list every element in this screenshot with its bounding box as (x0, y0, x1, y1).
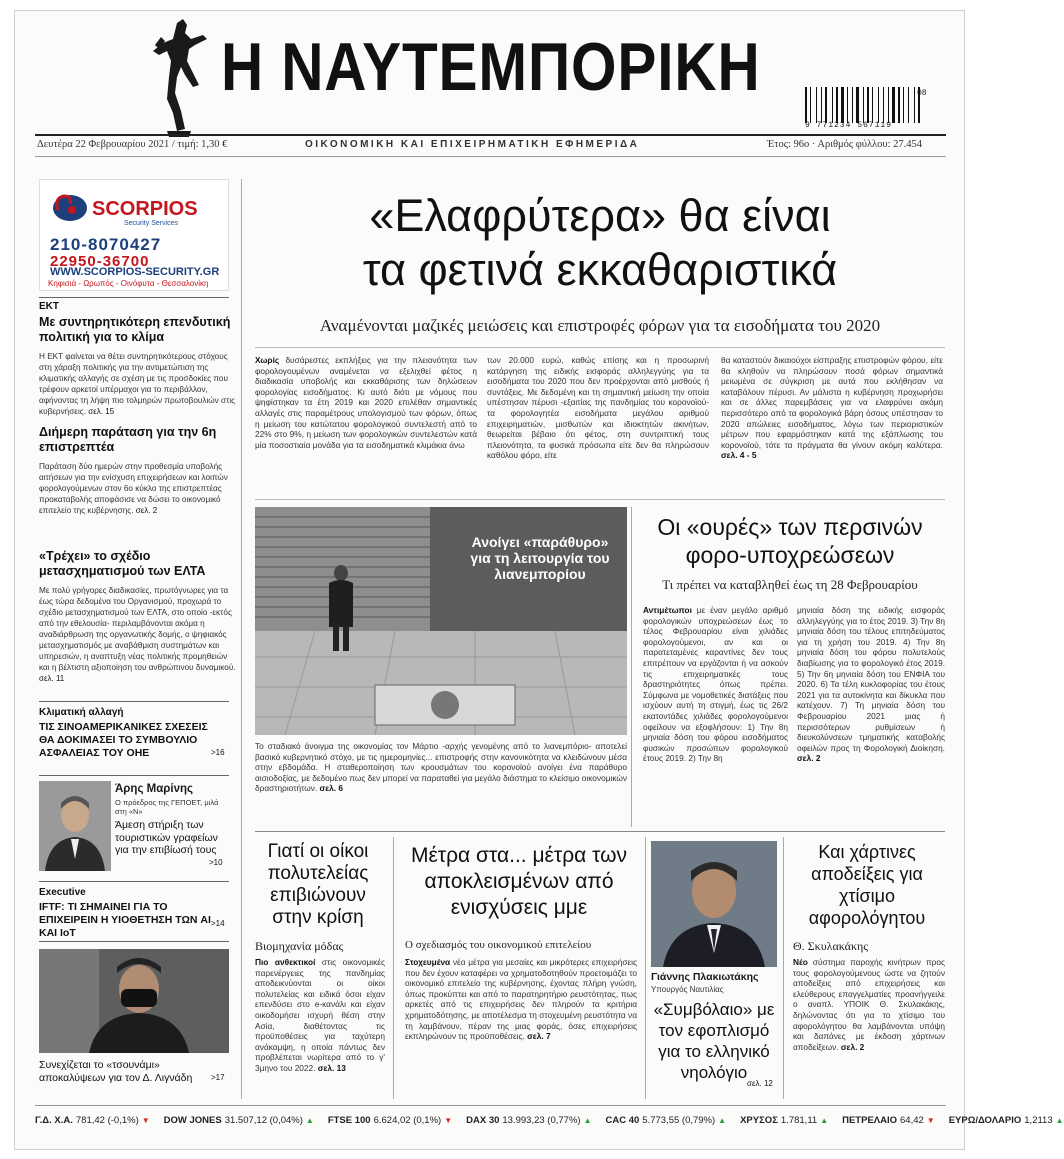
date-price: Δευτέρα 22 Φεβρουαρίου 2021 / τιμή: 1,30 € (37, 139, 228, 150)
market-ticker (35, 1105, 1064, 1135)
ouras-column-2: μηνιαία δόση της ειδικής εισφοράς αλληλεγγύης για το έτος 2019. 3) Την 8η μηνιαία δόση του τέλους επιτηδεύματος για τη χρήση του 2019. 4) Την 8η μηνιαία δόση του φόρου πολυτελούς διαβίωσης για το φορολογικό έτος 2019. 5) Την 6η μηνιαία δόση του ΕΝΦΙΑ του 2020. 6) Τα τέλη κυκλοφορίας του έτους 2021 για τα αυτοκίνητα και δίκυκλα που κατέχουν. 7) Τη μηνιαία δόση του Φεβρουαρίου 2021 μιας ή περισσότερων ρυθμίσεων ή διευκολύνσεων τμηματικής καταβολής οφειλών προς τη Φορολογική Διοίκηση. σελ. 2 (797, 605, 945, 764)
barcode-issue-number: 08 (917, 89, 927, 98)
ticker-value: 31.507,12 (0,04%) (224, 1115, 303, 1126)
polyteleia-body: Πιο ανθεκτικοί στις οικονομικές παρενέργειες της πανδημίας αποδεικνύονται οι οίκοι πολυτελείας και ειδικά όσοι είχαν επενδύσει στο e-κανάλι και είχαν οικοδομήσει ισχυρή θέση στην Ασία, διαθέτοντας τις προϋποθέσεις για ταχύτερη ανάκαμψη, η οποία πάντως δεν προβλέπεται νωρίτερα από το γ' 3μηνο του 2022. σελ. 13 (255, 957, 385, 1073)
polyteleia-headline[interactable]: Γιατί οι οίκοι πολυτελείας επιβιώνουν στην κρίση (267, 841, 369, 928)
ticker-name: CAC 40 (605, 1115, 640, 1126)
ticker-item (605, 1115, 726, 1126)
ad-tagline: Security Services (124, 220, 179, 227)
person-portrait-icon (651, 841, 777, 967)
masthead-rule-bottom (35, 156, 946, 157)
apodeixeis-headline[interactable]: Και χάρτινες αποδείξεις για χτίσιμο αφορολόγητου (808, 842, 926, 928)
ticker-value: 64,42 (900, 1115, 924, 1126)
barcode-number: 9 771234 567119 (805, 121, 893, 130)
metra-deck: Ο σχεδιασμός του οικονομικού επιτελείου (405, 939, 592, 951)
ticker-value: 5.773,55 (0,79%) (642, 1115, 716, 1126)
plakiotakis-page-ref: σελ. 12 (747, 1079, 773, 1088)
ticker-value: 6.624,02 (0,1%) (373, 1115, 442, 1126)
column-divider (241, 179, 242, 1099)
down-triangle-icon: ▼ (926, 1116, 935, 1125)
up-triangle-icon: ▲ (820, 1116, 829, 1125)
masthead-rule (35, 134, 946, 136)
plakiotakis-headline[interactable]: «Συμβόλαιο» με τον εφοπλισμό για το ελληνικό νηολόγιο (653, 1000, 775, 1082)
parataseis-body: Παράταση δύο ημερών στην προθεσμία υποβολής αιτήσεων για την ενίσχυση επιχειρήσεων και λοιπών φορολογούμενων στον 6ο κύκλο της επιστρεπτέας προκαταβολής αποφάσισε να δώσει το οικονομικό επιτελείο της κυβέρνησης. σελ. 2 (39, 462, 228, 515)
column-divider (631, 507, 632, 827)
divider (39, 297, 229, 298)
ticker-name: ΕΥΡΩ/ΔΟΛΑΡΙΟ (948, 1115, 1022, 1126)
parataseis-page-ref: σελ. 2 (135, 506, 158, 515)
photo-caption: Το σταδιακό άνοιγμα της οικονομίας τον Μάρτιο -αρχής γενομένης από το λιανεμπόριο- αποτελεί βασικό κυβερνητικό στόχο, με τις ημερομηνίες... επιστροφής στην κανονικότητα να κλειδώνουν μέσα στην εβδομάδα. Η σταθεροποίηση των κρουσμάτων του κορονοϊού ανοίγει ένα παράθυρο αισιοδοξίας, με δεδομένο πως δεν μπορεί να παραταθεί για μεγάλο διάστημα το κλείσιμο οικονομικών δραστηριοτήτων. σελ. 6 (255, 741, 627, 794)
divider (255, 499, 945, 500)
masked-man-photo-icon (39, 949, 229, 1053)
up-triangle-icon: ▲ (1055, 1116, 1064, 1125)
apodeixeis-deck: Θ. Σκυλακάκης (793, 939, 869, 953)
elta-headline[interactable]: «Τρέχει» το σχέδιο μετασχηματισμού των ΕΛΤΑ (39, 549, 206, 578)
photo-page-ref: σελ. 6 (319, 783, 343, 794)
apodeixeis-page-ref: σελ. 2 (840, 1041, 865, 1052)
ticker-name: DAX 30 (466, 1115, 500, 1126)
divider (39, 775, 229, 776)
marinis-role: Ο πρόεδρος της ΓΕΠΟΕΤ, μιλά στη «Ν» (115, 798, 219, 816)
metra-page-ref: σελ. 7 (527, 1031, 551, 1042)
person-portrait-icon (39, 781, 111, 871)
divider (39, 701, 229, 702)
lignadis-photo (39, 949, 229, 1053)
ticker-name: Γ.Δ. Χ.Α. (35, 1115, 73, 1126)
marinis-name: Άρης Μαρίνης (115, 783, 193, 795)
ad-url: WWW.SCORPIOS-SECURITY.GR (50, 266, 220, 278)
ad-cities: Κηφισιά - Ωρωπός - Οινόφυτα - Θεσσαλονίκη (48, 279, 209, 288)
polyteleia-deck: Βιομηχανία μόδας (255, 939, 344, 953)
lead-page-ref: σελ. 4 - 5 (721, 450, 757, 461)
klima-kicker: Κλιματική αλλαγή (39, 707, 124, 718)
divider (39, 881, 229, 882)
lead-headline[interactable]: «Ελαφρύτερα» θα είναι τα φετινά εκκαθαριστικά (362, 190, 838, 295)
metra-body: Στοχευμένα νέα μέτρα για μεσαίες και μικρότερες επιχειρήσεις που δεν έχουν καταφέρει να χρηματοδοτηθούν προετοιμάζει το οικονομικό επιτελείο της κυβέρνησης, έχοντας πλήρη γνώση, όπως προκύπτει και από το παρατηρητήριο ρευστότητας, πως αρκετές από τις επιχειρήσεις δεν πληρούν τα κριτήρια χρηματοδότησης, με αποτέλεσμα τη στοχευμένη ρευστότητα να τη λαμβάνουν, πέραν της μιας φοράς, όσες επιχειρήσεις εκπληρώνουν τις προϋποθέσεις. σελ. 7 (405, 957, 638, 1042)
ekt-kicker: ΕΚΤ (39, 301, 59, 312)
ad-brand: SCORPIOS (92, 198, 198, 220)
year-issue: Έτος: 96ο · Αριθμός φύλλου: 27.454 (767, 139, 923, 150)
ticker-name: FTSE 100 (327, 1115, 371, 1126)
ouras-deck: Τι πρέπει να καταβληθεί έως τη 28 Φεβρουαρίου (662, 577, 918, 592)
ticker-name: ΠΕΤΡΕΛΑΙΟ (842, 1115, 898, 1126)
ticker-item (164, 1115, 314, 1126)
ouras-headline[interactable]: Οι «ουρές» των περσινών φορο-υποχρεώσεων (657, 514, 923, 568)
divider (39, 941, 229, 942)
plakiotakis-role: Υπουργός Ναυτιλίας (651, 985, 724, 994)
ekt-body: Η ΕΚΤ φαίνεται να θέτει συντηρητικότερους στόχους στη χάραξη πολιτικής για την αντιμετώπιση της κλιματικής αλλαγής σε σχέση με τις προσδοκίες που τρέφουν αρκετοί υπέρμαχοι για το περιβάλλον, αφήνοντας τη λήψη πιο τολμηρών πρωτοβουλιών στις κυβερνήσεις. σελ. 15 (39, 352, 236, 416)
marinis-portrait (39, 781, 111, 871)
lead-column-3: θα καταστούν δικαιούχοι είσπραξης επιστροφών φόρου, είτε θα κληθούν να πληρώσουν ποσά φόρων σημαντικά μειωμένα σε σύγκριση με αυτά που εκλήθησαν να καταβάλουν πέρυσι. Αν μάλιστα η κυβέρνηση προχωρήσει και σε άλλες παρεμβάσεις για να ελαφρύνει ακόμη περισσότερο από τα φορολογικά βάρη όσους υπέστησαν το 2020 απώλειες εισοδήματος, λόγω των περιοριστικών μέτρων που εφαρμόστηκαν κατά της εξάπλωσης του κορονοϊού, τότε τα πράγματα θα γίνουν ακόμη καλύτερα. σελ. 4 - 5 (721, 355, 943, 461)
ad-phone-primary: 210-8070427 (50, 235, 162, 254)
ticker-item (328, 1115, 452, 1126)
ouras-column-1: Αντιμέτωποι με έναν μεγάλο αριθμό φορολογικών υποχρεώσεων έως το τέλος Φεβρουαρίου είναι χιλιάδες φορολογούμενοι, αν και οι παρατεταμένες καραντίνες δεν τους επιτρέπουν να εργάζονται ή να ασκούν τις επιχειρηματικές τους δραστηριότητες όπως πρέπει. Σύμφωνα με νομοθετικές διατάξεις που ισχύουν αυτή τη στιγμή, έως τις 26/2 εκατοντάδες χιλιάδες φορολογούμενοι οφείλουν να εξοφλήσουν: 1) Την 8η μηνιαία δόση του φόρου εισοδήματος φυσικών προσώπων φορολογικού έτους 2019. 2) Την 8η (643, 605, 788, 764)
ticker-value: 781,42 (-0,1%) (75, 1115, 139, 1126)
divider (255, 831, 945, 832)
ticker-item (35, 1115, 150, 1126)
klima-page-ref: >16 (211, 748, 225, 757)
hermes-statue-logo (147, 15, 217, 141)
ticker-value: 13.993,23 (0,77%) (502, 1115, 581, 1126)
ad-phone-secondary: 22950-36700 (50, 253, 150, 270)
executive-page-ref: >14 (211, 919, 225, 928)
ticker-name: DOW JONES (163, 1115, 222, 1126)
apodeixeis-body: Νέο σύστημα παροχής κινήτρων προς τους φορολογούμενους ώστε να ζητούν αποδείξεις από επιχειρήσεις και ελεύθερους επαγγελματίες προανήγγειλε ο αναπλ. ΥΠΟΙΚ Θ. Σκυλακάκης, δηλώνοντας ότι για το χτίσιμο του αφορολόγητου θα λαμβάνονται υπόψη και δαπάνες με έκδοση χάρτινων αποδείξεων. σελ. 2 (793, 957, 945, 1052)
barcode (805, 87, 935, 123)
column-divider (783, 837, 784, 1099)
divider (255, 347, 945, 348)
ouras-page-ref: σελ. 2 (797, 753, 821, 764)
marinis-quote[interactable]: Άμεση στήριξη των τουριστικών γραφείων για την επιβίωσή τους (115, 819, 218, 856)
scorpios-advertisement[interactable] (39, 179, 229, 291)
ticker-item (740, 1115, 828, 1126)
down-triangle-icon: ▼ (141, 1116, 150, 1125)
executive-kicker: Executive (39, 887, 86, 898)
down-triangle-icon: ▼ (444, 1116, 453, 1125)
masthead-title: Η ΝΑΥΤΕΜΠΟΡΙΚΗ (221, 29, 761, 105)
newspaper-front-page (14, 10, 1064, 1150)
ekt-page-ref: σελ. 15 (88, 407, 115, 416)
photo-overlay-headline[interactable]: Ανοίγει «παράθυρο» για τη λειτουργία του λιανεμπορίου (470, 534, 610, 582)
ticker-item (949, 1115, 1064, 1126)
lignadis-page-ref: >17 (211, 1073, 225, 1082)
up-triangle-icon: ▲ (305, 1116, 314, 1125)
up-triangle-icon: ▲ (718, 1116, 727, 1125)
parataseis-headline[interactable]: Διήμερη παράταση για την 6η επιστρεπτέα (39, 425, 217, 454)
column-divider (645, 837, 646, 1099)
ticker-value: 1,2113 (1024, 1115, 1053, 1126)
marinis-page-ref: >10 (209, 858, 223, 867)
ticker-item (466, 1115, 591, 1126)
lead-column-2: των 20.000 ευρώ, καθώς επίσης και η προσωρινή κατάργηση της ειδικής εισφοράς αλληλεγγύης για τα εισοδήματα του 2020 που δεν προέρχονται από μισθούς ή συντάξεις. Με δεδομένη και τη σημαντική μείωση την οποία υπέστησαν πέρυσι -εξαιτίας της πανδημίας του κορονοϊού- τα φορολογητέα εισοδήματα μεγάλου αριθμού επιχειρηματιών, μισθωτών και ιδιοκτητών ακινήτων, θεωρείται βέβαιο ότι φέτος, στη συντριπτική τους πλειονότητα, τα φυσικά πρόσωπα είτε δεν θα πληρώσουν καθόλου φόρο, είτε (487, 355, 709, 461)
lignadis-caption[interactable]: Συνεχίζεται το «τσουνάμι» αποκαλύψεων για τον Δ. Λιγνάδη (39, 1059, 193, 1084)
ticker-value: 1.781,11 (780, 1115, 818, 1126)
plakiotakis-name: Γιάννης Πλακιωτάκης (651, 971, 759, 983)
scorpion-logo-icon (48, 190, 88, 224)
up-triangle-icon: ▲ (583, 1116, 592, 1125)
column-divider (393, 837, 394, 1099)
ekt-headline[interactable]: Με συντηρητικότερη επενδυτική πολιτική για το κλίμα (39, 315, 231, 344)
elta-body: Με πολύ γρήγορες διαδικασίες, πρωτόγνωρες για τα έως τώρα δεδομένα του Οργανισμού, προχωρά το σχέδιο μετασχηματισμού των ΕΛΤΑ, στο οποίο -εκτός από την εθελουσία- περιλαμβάνονται ακόμα η αναδιάρθρωση της οργανωτικής δομής, ο ψηφιακός μετασχηματισμός με αναβάθμιση συστημάτων και υπηρεσιών, η αναπτυξη νέας πολιτικής προμηθειών και η βέλτιστη αξιοποίηση του ανθρώπινου δυναμικού. σελ. 11 (39, 586, 236, 683)
lead-column-1: Χωρίς δυσάρεστες εκπλήξεις για την πλειονότητα των φορολογουμένων αναμένεται να εξελιχθεί φέτος η διαδικασία υποβολής και εκκαθάρισης των δηλώσεων φορολογίας εισοδήματος. Κι αυτό διότι με νόμους που ψηφίστηκαν τα έτη 2019 και 2020 επιλέθαν σημαντικές αλλαγές στις παραμέτρους υπολογισμού των φόρων, όπως η μείωση του κατώτατου φορολογικού συντελεστή από το 22% στο 9%, η μείωση των φορολογικών συντελεστών κατά μία ποσοστιαία μονάδα για τα εισοδηματικά κλιμάκια άνω (255, 355, 477, 450)
executive-headline[interactable]: IFTF: ΤΙ ΣΗΜΑΙΝΕΙ ΓΙΑ ΤΟ ΕΠΙΧΕΙΡΕΙΝ Η ΥΙΟΘΕΤΗΣΗ ΤΩΝ AI ΚΑΙ IoT (39, 901, 211, 939)
klima-headline[interactable]: ΤΙΣ ΣΙΝΟΑΜΕΡΙΚΑΝΙΚΕΣ ΣΧΕΣΕΙΣ ΘΑ ΔΟΚΙΜΑΣΕΙ ΤΟ ΣΥΜΒΟΥΛΙΟ ΑΣΦΑΛΕΙΑΣ ΤΟΥ ΟΗΕ (39, 721, 208, 759)
ticker-name: ΧΡΥΣΟΣ (740, 1115, 778, 1126)
ticker-item (842, 1115, 935, 1126)
masthead-subtitle: ΟΙΚΟΝΟΜΙΚΗ ΚΑΙ ΕΠΙΧΕΙΡΗΜΑΤΙΚΗ ΕΦΗΜΕΡΙΔΑ (305, 139, 640, 150)
plakiotakis-portrait (651, 841, 777, 967)
metra-headline[interactable]: Μέτρα στα... μέτρα των αποκλεισμένων από ενισχύσεις μμε (410, 844, 628, 919)
elta-page-ref: σελ. 11 (39, 674, 65, 683)
polyteleia-page-ref: σελ. 13 (317, 1062, 346, 1073)
lead-deck: Αναμένονται μαζικές μειώσεις και επιστροφές φόρων για τα εισοδήματα του 2020 (319, 316, 881, 335)
